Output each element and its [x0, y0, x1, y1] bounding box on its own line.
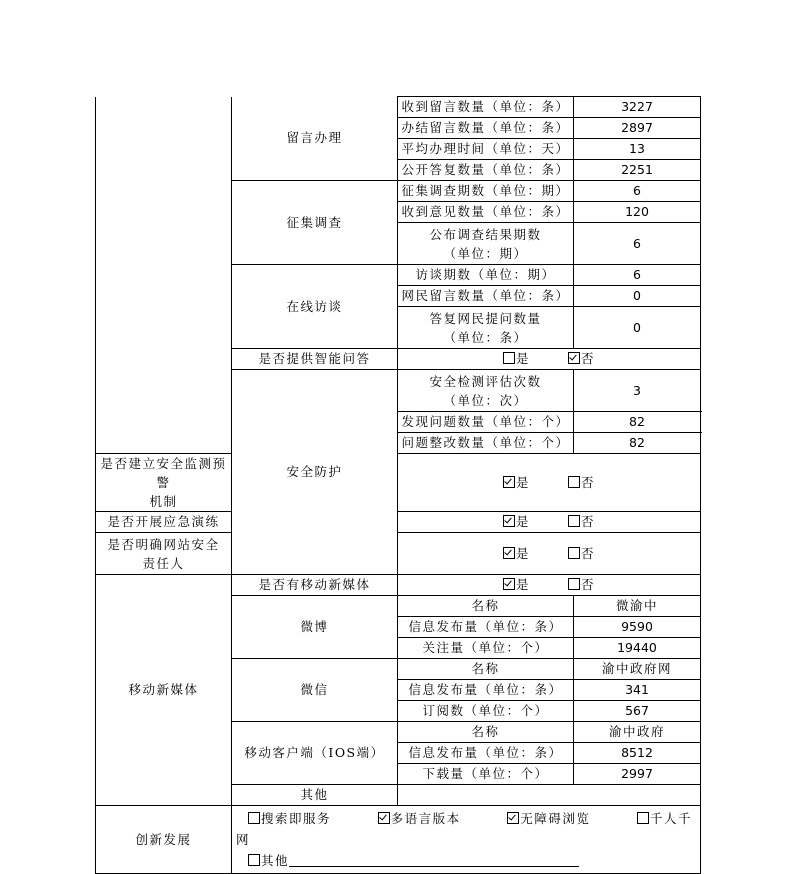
metric-label: 信息发布量（单位：条） [398, 617, 574, 638]
interview-group-label: 在线访谈 [232, 265, 398, 349]
metric-label-line1: 公布调查结果期数 [429, 226, 542, 242]
metric-label: 访谈期数（单位：期） [398, 265, 574, 286]
personalized-option[interactable] [637, 808, 692, 829]
unchecked-checkbox-icon[interactable] [568, 547, 580, 559]
monitor-no-option[interactable] [568, 473, 595, 493]
metric-label-line1: 是否建立安全监测预警 [100, 456, 227, 490]
metric-label: 公开答复数量（单位：条） [398, 160, 574, 181]
metric-value: 19440 [574, 638, 701, 659]
option-label: 无障碍浏览 [520, 811, 591, 826]
metric-value: 9590 [574, 617, 701, 638]
personalized-option-continued: 网 [236, 832, 251, 847]
owner-yes-option[interactable] [503, 544, 530, 564]
other-innovation-option[interactable] [248, 850, 579, 871]
innovation-options [232, 806, 701, 874]
metric-value: 渝中政府网 [574, 659, 701, 680]
metric-label-line1: 安全检测评估次数 [429, 373, 542, 389]
smart-qa-no-option[interactable] [568, 349, 595, 369]
checked-checkbox-icon[interactable] [507, 812, 519, 824]
unchecked-checkbox-icon[interactable] [248, 854, 260, 866]
metric-label: 发现问题数量（单位：个） [398, 412, 574, 433]
metric-label [96, 533, 232, 575]
option-label: 否 [581, 577, 596, 592]
other-fill-line[interactable] [289, 854, 579, 867]
option-label: 是 [515, 545, 530, 561]
unchecked-checkbox-icon[interactable] [568, 476, 580, 488]
drill-options [398, 512, 701, 533]
metric-value: 341 [574, 680, 701, 701]
metric-value: 0 [574, 286, 701, 307]
metric-value: 3227 [574, 97, 701, 118]
metric-value: 微渝中 [574, 596, 701, 617]
metric-value: 82 [574, 412, 701, 433]
unchecked-checkbox-icon[interactable] [568, 578, 580, 590]
metric-label: 名称 [398, 659, 574, 680]
metric-value: 2897 [574, 118, 701, 139]
checked-checkbox-icon[interactable] [503, 578, 515, 590]
option-label: 多语言版本 [390, 811, 461, 826]
innovation-category-label: 创新发展 [96, 806, 232, 874]
security-category-label: 安全防护 [232, 370, 398, 575]
metric-value: 渝中政府 [574, 722, 701, 743]
metric-label: 关注量（单位：个） [398, 638, 574, 659]
metric-label: 收到意见数量（单位：条） [398, 202, 574, 223]
unchecked-checkbox-icon[interactable] [568, 515, 580, 527]
website-stats-table [95, 96, 701, 874]
option-label: 否 [581, 351, 596, 366]
survey-group-label: 征集调查 [232, 181, 398, 265]
accessibility-option[interactable] [507, 808, 590, 829]
checked-checkbox-icon[interactable] [503, 547, 515, 559]
metric-value: 6 [574, 223, 701, 265]
option-label: 是 [515, 474, 530, 490]
checked-checkbox-icon[interactable] [503, 476, 515, 488]
multilingual-option[interactable] [378, 808, 461, 829]
metric-label-line2: （单位：次） [443, 392, 528, 408]
metric-label-line2: （单位：条） [443, 329, 528, 345]
metric-value: 13 [574, 139, 701, 160]
has-media-no-option[interactable] [568, 575, 595, 595]
drill-no-option[interactable] [568, 512, 595, 532]
owner-no-option[interactable] [568, 544, 595, 564]
unchecked-checkbox-icon[interactable] [248, 812, 260, 824]
metric-label: 收到留言数量（单位：条） [398, 97, 574, 118]
option-label: 是 [515, 577, 530, 592]
monitor-yes-option[interactable] [503, 473, 530, 493]
metric-label: 信息发布量（单位：条） [398, 743, 574, 764]
metric-value: 3 [574, 370, 701, 412]
metric-value: 8512 [574, 743, 701, 764]
option-label: 否 [581, 514, 596, 529]
metric-label: 网民留言数量（单位：条） [398, 286, 574, 307]
metric-label-line1: 是否明确网站安全 [107, 536, 220, 552]
media-category-label: 移动新媒体 [96, 575, 232, 806]
option-label: 搜索即服务 [261, 811, 332, 826]
option-label: 其他 [261, 853, 290, 868]
weibo-label: 微博 [232, 596, 398, 659]
metric-value: 6 [574, 265, 701, 286]
metric-value: 82 [574, 433, 701, 454]
metric-value: 6 [574, 181, 701, 202]
metric-label-line2: （单位：期） [443, 245, 528, 261]
drill-yes-option[interactable] [503, 512, 530, 532]
metric-label-line2: 责任人 [142, 555, 185, 571]
metric-label: 信息发布量（单位：条） [398, 680, 574, 701]
option-label: 是 [515, 351, 530, 366]
metric-label: 办结留言数量（单位：条） [398, 118, 574, 139]
option-label: 千人千 [649, 811, 692, 826]
other-media-value [398, 785, 701, 806]
message-group-label: 留言办理 [232, 97, 398, 181]
metric-label [398, 223, 574, 265]
metric-label: 名称 [398, 722, 574, 743]
metric-label: 平均办理时间（单位：天） [398, 139, 574, 160]
unchecked-checkbox-icon[interactable] [503, 352, 515, 364]
monitor-options [398, 454, 701, 512]
metric-label: 名称 [398, 596, 574, 617]
option-label: 否 [581, 474, 596, 490]
unchecked-checkbox-icon[interactable] [637, 812, 649, 824]
has-media-options [398, 575, 701, 596]
metric-value: 567 [574, 701, 701, 722]
metric-label [398, 370, 574, 412]
metric-value: 0 [574, 307, 701, 349]
checked-checkbox-icon[interactable] [568, 352, 580, 364]
other-media-label: 其他 [232, 785, 398, 806]
metric-label: 下载量（单位：个） [398, 764, 574, 785]
wechat-label: 微信 [232, 659, 398, 722]
has-media-yes-option[interactable] [503, 575, 530, 595]
search-service-option[interactable] [248, 808, 331, 829]
option-label: 否 [581, 545, 596, 561]
checked-checkbox-icon[interactable] [503, 515, 515, 527]
smart-qa-options [398, 349, 701, 370]
metric-label [398, 307, 574, 349]
app-label: 移动客户端（IOS端） [232, 722, 398, 785]
checked-checkbox-icon[interactable] [378, 812, 390, 824]
smart-qa-label: 是否提供智能问答 [232, 349, 398, 370]
metric-label: 征集调查期数（单位：期） [398, 181, 574, 202]
metric-label [96, 454, 232, 512]
owner-options [398, 533, 701, 575]
metric-value: 2997 [574, 764, 701, 785]
smart-qa-yes-option[interactable] [503, 349, 530, 369]
metric-label-line1: 答复网民提问数量 [429, 310, 542, 326]
metric-label: 是否开展应急演练 [96, 512, 232, 533]
option-label: 是 [515, 514, 530, 529]
metric-value: 120 [574, 202, 701, 223]
metric-label: 是否有移动新媒体 [232, 575, 398, 596]
interaction-category-cell [96, 97, 232, 454]
metric-label-line2: 机制 [149, 494, 178, 509]
metric-value: 2251 [574, 160, 701, 181]
metric-label: 问题整改数量（单位：个） [398, 433, 574, 454]
metric-label: 订阅数（单位：个） [398, 701, 574, 722]
